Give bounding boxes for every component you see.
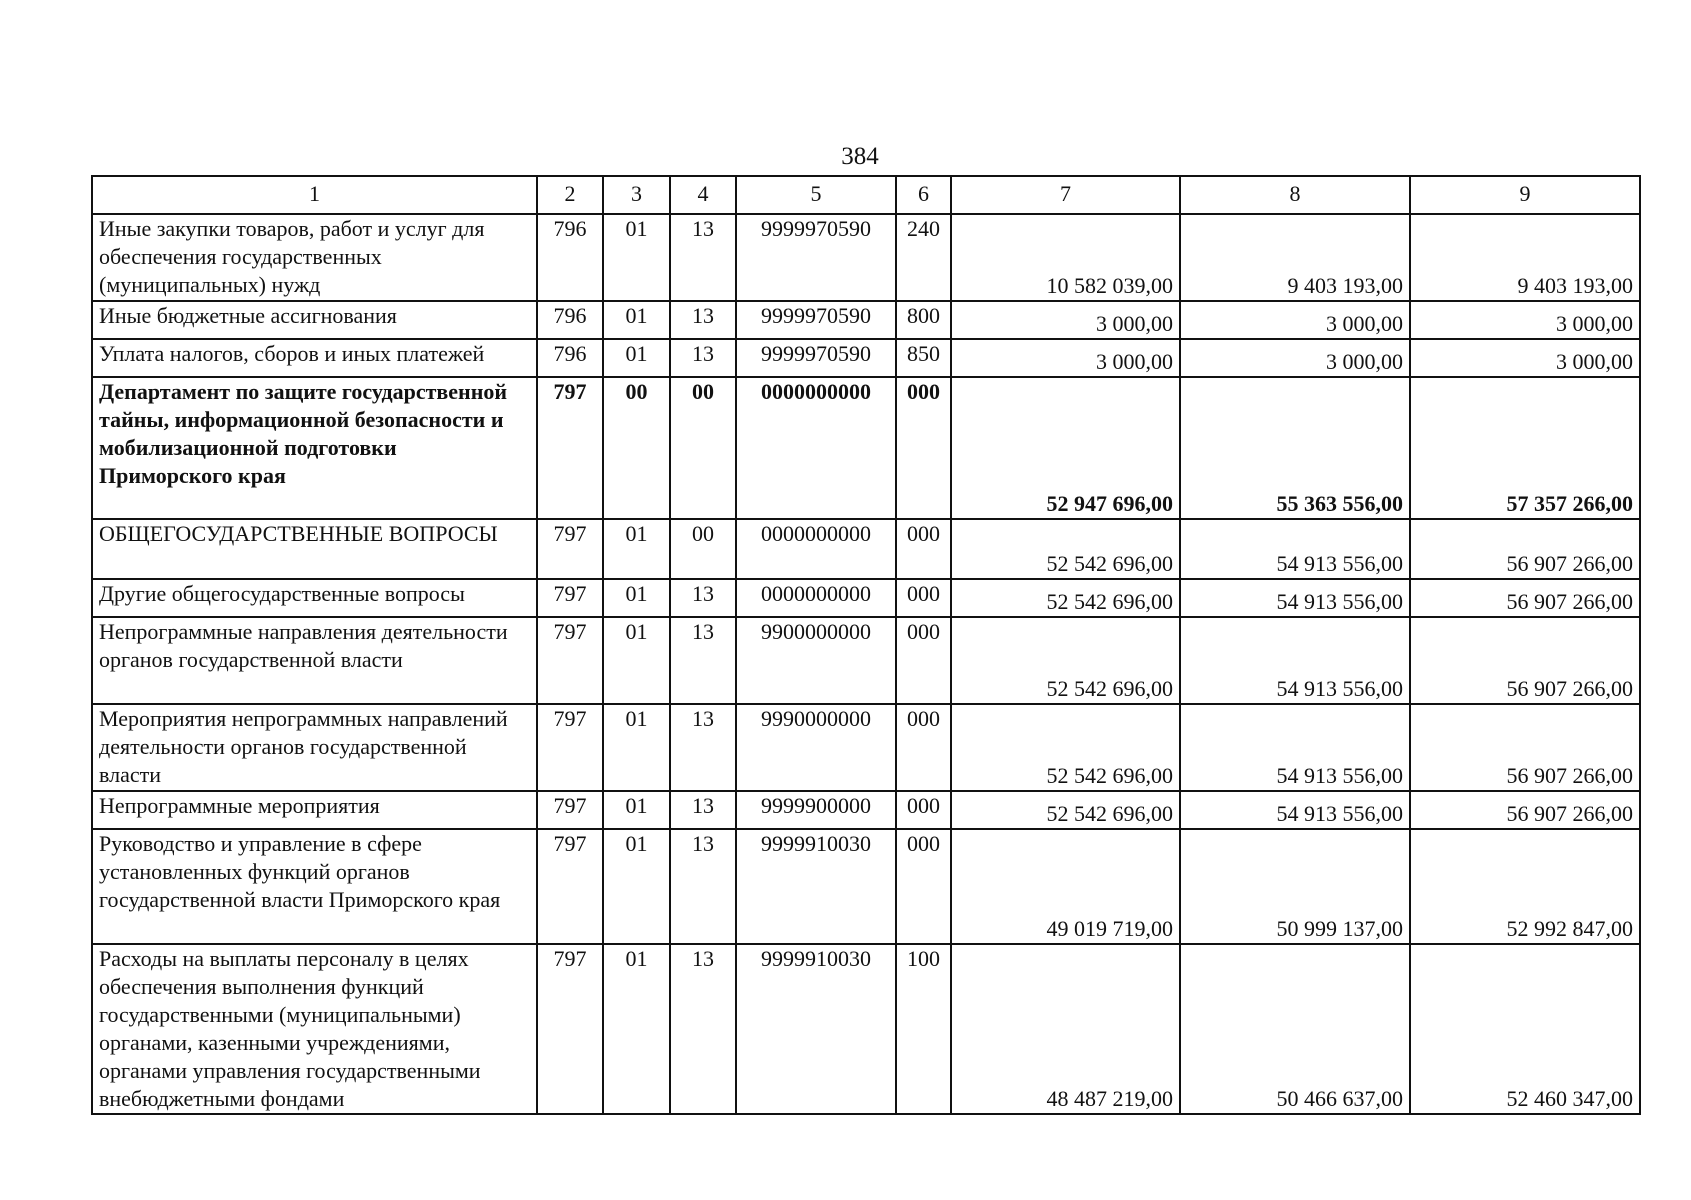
column-header: 5 [736, 176, 896, 214]
amount-cell: 52 542 696,00 [951, 704, 1180, 791]
table-row [92, 791, 1640, 829]
code-cell: 01 [603, 301, 670, 339]
amount-cell: 9 403 193,00 [1180, 214, 1410, 301]
code-cell: 797 [537, 704, 603, 791]
table-row [92, 214, 1640, 301]
amount-cell: 54 913 556,00 [1180, 704, 1410, 791]
column-header: 2 [537, 176, 603, 214]
row-name: Департамент по защите государственной тайны, информационной безопасности и мобилизационной подготовки Приморского края [92, 377, 537, 519]
amount-cell: 52 460 347,00 [1410, 944, 1640, 1114]
column-header: 8 [1180, 176, 1410, 214]
code-cell: 000 [896, 377, 951, 519]
column-header: 6 [896, 176, 951, 214]
amount-cell: 50 466 637,00 [1180, 944, 1410, 1114]
amount-cell: 49 019 719,00 [951, 829, 1180, 944]
amount-cell: 56 907 266,00 [1410, 519, 1640, 579]
code-cell: 00 [670, 377, 736, 519]
code-cell: 9990000000 [736, 704, 896, 791]
code-cell: 0000000000 [736, 579, 896, 617]
code-cell: 9999970590 [736, 339, 896, 377]
column-header: 9 [1410, 176, 1640, 214]
amount-cell: 56 907 266,00 [1410, 704, 1640, 791]
amount-cell: 9 403 193,00 [1410, 214, 1640, 301]
amount-cell: 56 907 266,00 [1410, 617, 1640, 704]
code-cell: 9999910030 [736, 829, 896, 944]
code-cell: 9999970590 [736, 214, 896, 301]
row-name: Непрограммные мероприятия [92, 791, 537, 829]
code-cell: 0000000000 [736, 377, 896, 519]
code-cell: 797 [537, 944, 603, 1114]
code-cell: 797 [537, 579, 603, 617]
code-cell: 000 [896, 704, 951, 791]
amount-cell: 48 487 219,00 [951, 944, 1180, 1114]
code-cell: 13 [670, 301, 736, 339]
code-cell: 797 [537, 617, 603, 704]
code-cell: 01 [603, 791, 670, 829]
amount-cell: 52 992 847,00 [1410, 829, 1640, 944]
row-name: Иные бюджетные ассигнования [92, 301, 537, 339]
amount-cell: 3 000,00 [1180, 301, 1410, 339]
code-cell: 797 [537, 377, 603, 519]
amount-cell: 50 999 137,00 [1180, 829, 1410, 944]
amount-cell: 3 000,00 [1410, 301, 1640, 339]
amount-cell: 3 000,00 [1410, 339, 1640, 377]
table-row [92, 579, 1640, 617]
code-cell: 13 [670, 214, 736, 301]
table-header-row [92, 176, 1640, 214]
column-header: 4 [670, 176, 736, 214]
code-cell: 13 [670, 944, 736, 1114]
amount-cell: 52 542 696,00 [951, 579, 1180, 617]
code-cell: 797 [537, 829, 603, 944]
amount-cell: 52 542 696,00 [951, 519, 1180, 579]
code-cell: 01 [603, 214, 670, 301]
amount-cell: 3 000,00 [951, 339, 1180, 377]
code-cell: 796 [537, 301, 603, 339]
code-cell: 796 [537, 214, 603, 301]
row-name: Уплата налогов, сборов и иных платежей [92, 339, 537, 377]
code-cell: 01 [603, 519, 670, 579]
row-name: Другие общегосударственные вопросы [92, 579, 537, 617]
code-cell: 13 [670, 791, 736, 829]
table-row [92, 339, 1640, 377]
table-row [92, 944, 1640, 1114]
row-name: Расходы на выплаты персоналу в целях обеспечения выполнения функций государственными (муниципальными) органами, казенными учреждениями, органами управления государственными внебюджетными фондами [92, 944, 537, 1114]
code-cell: 01 [603, 339, 670, 377]
code-cell: 240 [896, 214, 951, 301]
amount-cell: 10 582 039,00 [951, 214, 1180, 301]
table-row [92, 704, 1640, 791]
code-cell: 9999900000 [736, 791, 896, 829]
amount-cell: 3 000,00 [951, 301, 1180, 339]
row-name: Мероприятия непрограммных направлений деятельности органов государственной власти [92, 704, 537, 791]
code-cell: 01 [603, 704, 670, 791]
code-cell: 01 [603, 829, 670, 944]
code-cell: 000 [896, 791, 951, 829]
budget-table [91, 175, 1641, 1115]
amount-cell: 54 913 556,00 [1180, 579, 1410, 617]
code-cell: 850 [896, 339, 951, 377]
table-row [92, 829, 1640, 944]
code-cell: 13 [670, 829, 736, 944]
amount-cell: 54 913 556,00 [1180, 791, 1410, 829]
column-header: 1 [92, 176, 537, 214]
amount-cell: 52 947 696,00 [951, 377, 1180, 519]
code-cell: 000 [896, 519, 951, 579]
code-cell: 13 [670, 339, 736, 377]
code-cell: 9900000000 [736, 617, 896, 704]
column-header: 3 [603, 176, 670, 214]
code-cell: 0000000000 [736, 519, 896, 579]
amount-cell: 57 357 266,00 [1410, 377, 1640, 519]
code-cell: 796 [537, 339, 603, 377]
code-cell: 01 [603, 579, 670, 617]
table-row [92, 519, 1640, 579]
amount-cell: 55 363 556,00 [1180, 377, 1410, 519]
amount-cell: 54 913 556,00 [1180, 617, 1410, 704]
code-cell: 797 [537, 519, 603, 579]
row-name: Иные закупки товаров, работ и услуг для обеспечения государственных (муниципальных) нужд [92, 214, 537, 301]
amount-cell: 56 907 266,00 [1410, 579, 1640, 617]
column-header: 7 [951, 176, 1180, 214]
amount-cell: 52 542 696,00 [951, 791, 1180, 829]
amount-cell: 56 907 266,00 [1410, 791, 1640, 829]
code-cell: 100 [896, 944, 951, 1114]
amount-cell: 54 913 556,00 [1180, 519, 1410, 579]
code-cell: 00 [670, 519, 736, 579]
code-cell: 13 [670, 617, 736, 704]
row-name: ОБЩЕГОСУДАРСТВЕННЫЕ ВОПРОСЫ [92, 519, 537, 579]
code-cell: 000 [896, 617, 951, 704]
table-row [92, 617, 1640, 704]
page-number: 384 [841, 143, 879, 170]
code-cell: 800 [896, 301, 951, 339]
table-row [92, 301, 1640, 339]
amount-cell: 52 542 696,00 [951, 617, 1180, 704]
amount-cell: 3 000,00 [1180, 339, 1410, 377]
code-cell: 13 [670, 579, 736, 617]
code-cell: 000 [896, 579, 951, 617]
code-cell: 00 [603, 377, 670, 519]
code-cell: 797 [537, 791, 603, 829]
table-row [92, 377, 1640, 519]
code-cell: 9999910030 [736, 944, 896, 1114]
code-cell: 13 [670, 704, 736, 791]
code-cell: 01 [603, 944, 670, 1114]
row-name: Руководство и управление в сфере установленных функций органов государственной власти Приморского края [92, 829, 537, 944]
code-cell: 000 [896, 829, 951, 944]
code-cell: 01 [603, 617, 670, 704]
row-name: Непрограммные направления деятельности органов государственной власти [92, 617, 537, 704]
code-cell: 9999970590 [736, 301, 896, 339]
